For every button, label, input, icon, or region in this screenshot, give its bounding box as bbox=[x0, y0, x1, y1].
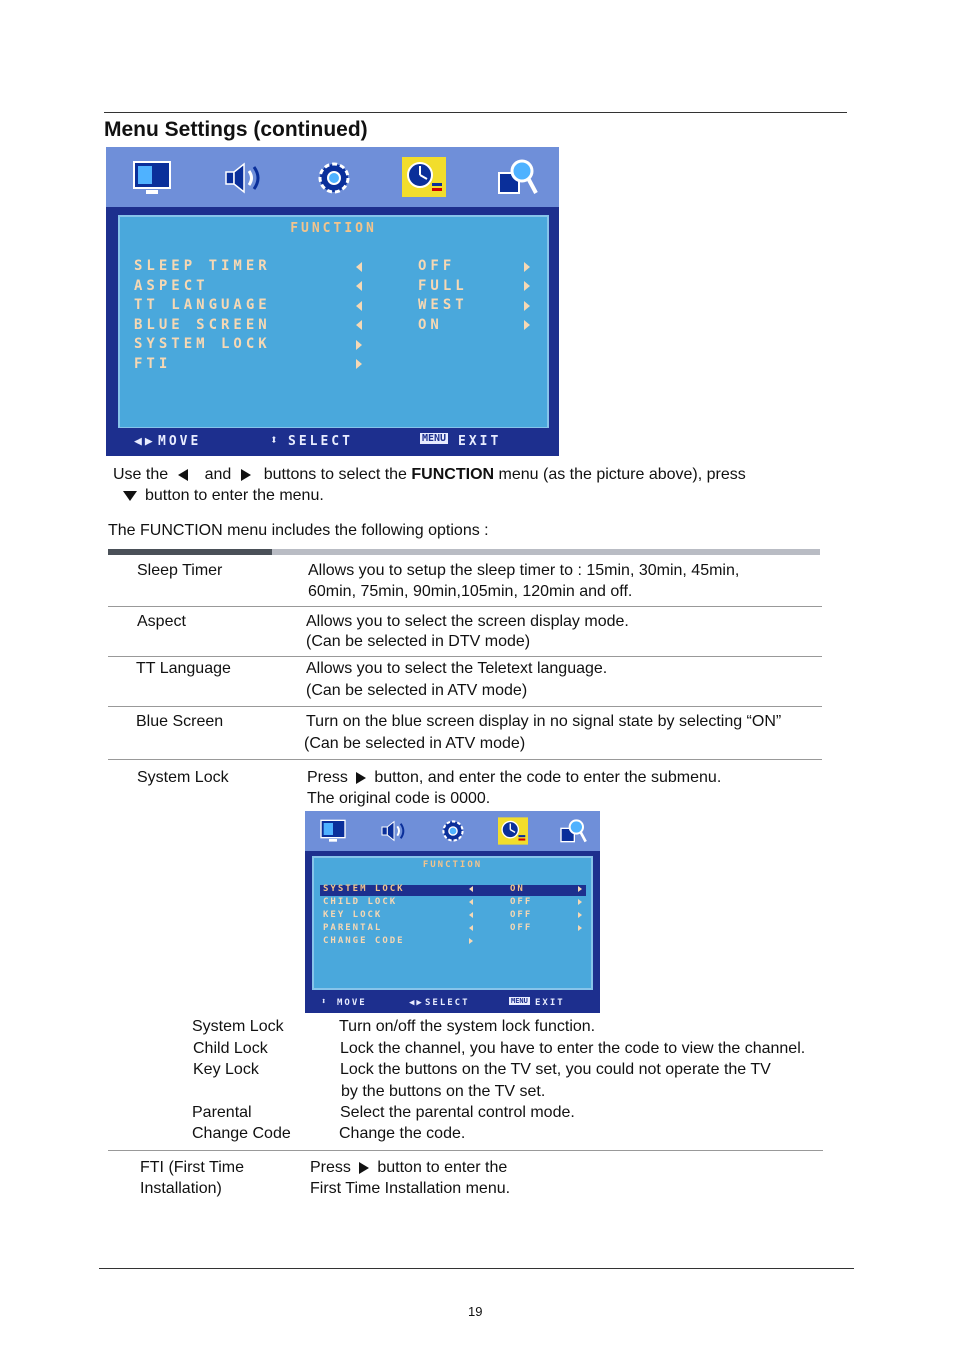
osd-row-value: WEST bbox=[418, 297, 468, 313]
option-desc: 60min, 75min, 90min,105min, 120min and off. bbox=[308, 583, 633, 600]
option-desc-text: button, and enter the code to enter the submenu. bbox=[374, 769, 722, 786]
sub-option-name: Parental bbox=[192, 1104, 252, 1121]
sub-option-name: Child Lock bbox=[193, 1040, 268, 1057]
osd-row-value: ON bbox=[418, 317, 443, 333]
option-desc: Allows you to setup the sleep timer to : 15min, 30min, 45min, bbox=[308, 562, 740, 579]
top-rule bbox=[104, 112, 847, 113]
osd-footer-select: SELECT bbox=[425, 998, 470, 1008]
right-arrow-icon bbox=[578, 899, 582, 905]
right-button-icon bbox=[356, 772, 366, 784]
right-arrow-icon bbox=[578, 912, 582, 918]
sub-option-name: System Lock bbox=[192, 1018, 284, 1035]
page-title: Menu Settings (continued) bbox=[104, 118, 368, 141]
table-top-bar-light bbox=[272, 549, 820, 555]
right-arrow-icon bbox=[524, 281, 530, 291]
osd-row-value: OFF bbox=[418, 258, 456, 274]
osd-footer bbox=[305, 993, 600, 1013]
row-divider bbox=[108, 759, 822, 760]
osd-row-value: OFF bbox=[510, 897, 533, 907]
option-desc bbox=[307, 767, 721, 788]
osd-row-label: KEY LOCK bbox=[323, 910, 383, 920]
osd-menu-title: FUNCTION bbox=[422, 860, 483, 870]
row-divider bbox=[108, 706, 822, 707]
intro-text: and bbox=[204, 466, 232, 483]
osd-row-value: ON bbox=[510, 884, 525, 894]
osd-row-value: OFF bbox=[510, 923, 533, 933]
option-name: FTI (First Time bbox=[140, 1159, 244, 1176]
picture-icon bbox=[132, 160, 172, 196]
option-desc: (Can be selected in ATV mode) bbox=[306, 682, 528, 699]
osd-footer-move: MOVE bbox=[158, 434, 202, 449]
sound-icon bbox=[222, 160, 266, 196]
option-desc bbox=[310, 1157, 507, 1178]
osd-footer-exit: EXIT bbox=[458, 434, 502, 449]
osd-row-label: CHILD LOCK bbox=[323, 897, 398, 907]
left-arrow-icon bbox=[469, 912, 473, 918]
right-arrow-icon bbox=[356, 359, 362, 369]
setup-gear-icon bbox=[314, 159, 354, 197]
option-name: Sleep Timer bbox=[137, 562, 223, 579]
intro-bold: FUNCTION bbox=[411, 466, 495, 483]
clock-function-icon bbox=[498, 817, 528, 845]
osd-menu-panel bbox=[118, 215, 549, 429]
sub-option-name: Change Code bbox=[192, 1125, 291, 1142]
bottom-rule bbox=[99, 1268, 854, 1269]
sound-icon bbox=[379, 819, 409, 843]
option-desc: The original code is 0000. bbox=[307, 790, 491, 807]
osd-row-label: ASPECT bbox=[134, 278, 209, 294]
sub-option-desc: Change the code. bbox=[339, 1125, 466, 1142]
osd-row-label: TT LANGUAGE bbox=[134, 297, 271, 313]
row-divider bbox=[108, 656, 822, 657]
left-arrow-icon bbox=[469, 886, 473, 892]
sub-option-name: Key Lock bbox=[193, 1061, 259, 1078]
option-desc-text: button to enter the bbox=[377, 1159, 508, 1176]
left-arrow-icon bbox=[356, 281, 362, 291]
osd-row-label: CHANGE CODE bbox=[323, 936, 405, 946]
clock-function-icon bbox=[402, 157, 446, 197]
osd-footer-select: SELECT bbox=[288, 434, 353, 449]
includes-text: The FUNCTION menu includes the following options : bbox=[108, 522, 489, 539]
row-divider bbox=[108, 1150, 823, 1151]
osd-row-label: SYSTEM LOCK bbox=[323, 884, 405, 894]
option-desc: Allows you to select the screen display mode. bbox=[306, 613, 629, 630]
right-arrow-icon bbox=[524, 262, 530, 272]
move-arrows-icon: ◀▶ bbox=[134, 434, 156, 449]
option-desc: (Can be selected in ATV mode) bbox=[304, 735, 526, 752]
intro-line-1 bbox=[113, 464, 746, 485]
option-desc: Turn on the blue screen display in no signal state by selecting “ON” bbox=[306, 713, 782, 730]
osd-footer-exit: EXIT bbox=[535, 998, 565, 1008]
left-arrow-icon bbox=[469, 925, 473, 931]
right-arrow-icon bbox=[578, 925, 582, 931]
setup-gear-icon bbox=[439, 818, 467, 844]
move-arrows-icon: ◀▶ bbox=[409, 998, 424, 1008]
option-name: Blue Screen bbox=[136, 713, 224, 730]
table-top-bar-dark bbox=[108, 549, 272, 555]
option-desc-text: Press bbox=[310, 1159, 351, 1176]
sub-option-desc: by the buttons on the TV set. bbox=[341, 1083, 546, 1100]
osd-row-label: SLEEP TIMER bbox=[134, 258, 271, 274]
search-magnifier-icon bbox=[559, 817, 587, 845]
osd-row-label: PARENTAL bbox=[323, 923, 383, 933]
sub-option-desc: Lock the buttons on the TV set, you could not operate the TV bbox=[340, 1061, 771, 1078]
intro-text: menu (as the picture above), press bbox=[498, 466, 746, 483]
osd-footer bbox=[106, 428, 559, 456]
osd-row-label: BLUE SCREEN bbox=[134, 317, 271, 333]
left-arrow-icon bbox=[356, 301, 362, 311]
right-arrow-icon bbox=[578, 886, 582, 892]
right-arrow-icon bbox=[524, 301, 530, 311]
down-button-icon bbox=[123, 491, 137, 501]
sub-option-desc: Select the parental control mode. bbox=[340, 1104, 575, 1121]
osd-menu-panel bbox=[312, 856, 593, 990]
sub-option-desc: Turn on/off the system lock function. bbox=[339, 1018, 596, 1035]
option-desc-text: Press bbox=[307, 769, 348, 786]
osd-icon-bar bbox=[305, 811, 600, 851]
right-arrow-icon bbox=[469, 938, 473, 944]
right-button-icon bbox=[241, 469, 251, 481]
option-name: Aspect bbox=[137, 613, 186, 630]
intro-text: buttons to select the bbox=[263, 466, 407, 483]
osd-footer-move: MOVE bbox=[337, 998, 367, 1008]
option-name: TT Language bbox=[136, 660, 231, 677]
osd-row-label: SYSTEM LOCK bbox=[134, 336, 271, 352]
select-arrows-icon: ⬍ bbox=[321, 997, 329, 1007]
left-button-icon bbox=[178, 469, 188, 481]
left-arrow-icon bbox=[356, 320, 362, 330]
picture-icon bbox=[319, 819, 347, 843]
option-desc: First Time Installation menu. bbox=[310, 1180, 511, 1197]
osd-sub-screenshot bbox=[305, 811, 600, 1013]
option-desc: (Can be selected in DTV mode) bbox=[306, 633, 531, 650]
osd-footer-menu: MENU bbox=[422, 433, 447, 444]
osd-main-screenshot bbox=[106, 147, 559, 456]
osd-footer-menu: MENU bbox=[511, 997, 528, 1005]
row-divider bbox=[108, 606, 822, 607]
osd-row-value: OFF bbox=[510, 910, 533, 920]
osd-icon-bar bbox=[106, 147, 559, 207]
intro-line-2 bbox=[113, 485, 324, 506]
option-desc: Allows you to select the Teletext language. bbox=[306, 660, 608, 677]
intro-text: Use the bbox=[113, 466, 169, 483]
right-arrow-icon bbox=[524, 320, 530, 330]
option-name: Installation) bbox=[140, 1180, 222, 1197]
select-arrows-icon: ⬍ bbox=[270, 433, 281, 448]
sub-option-desc: Lock the channel, you have to enter the code to view the channel. bbox=[340, 1040, 806, 1057]
osd-row-label: FTI bbox=[134, 356, 172, 372]
search-magnifier-icon bbox=[496, 157, 538, 197]
right-arrow-icon bbox=[356, 340, 362, 350]
left-arrow-icon bbox=[469, 899, 473, 905]
right-button-icon bbox=[359, 1162, 369, 1174]
page-number: 19 bbox=[468, 1304, 483, 1319]
option-name: System Lock bbox=[137, 769, 229, 786]
left-arrow-icon bbox=[356, 262, 362, 272]
intro-text: button to enter the menu. bbox=[145, 487, 324, 504]
osd-row-value: FULL bbox=[418, 278, 468, 294]
osd-menu-title: FUNCTION bbox=[290, 221, 377, 236]
